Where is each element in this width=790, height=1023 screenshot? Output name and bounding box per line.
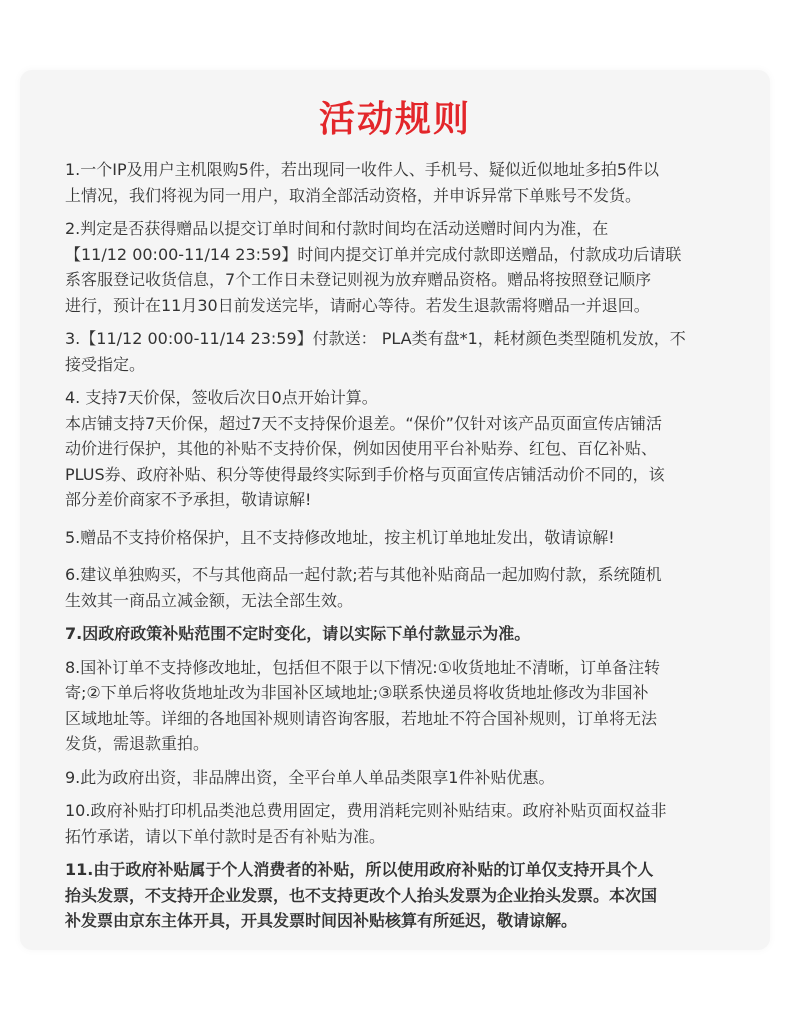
rule-line: 9.此为政府出资，非品牌出资，全平台单人单品类限享1件补贴优惠。: [65, 767, 555, 787]
rule-line: 11.由于政府补贴属于个人消费者的补贴，所以使用政府补贴的订单仅支持开具个人: [65, 860, 654, 879]
rule-line: 1.一个IP及用户主机限购5件，若出现同一收件人、手机号、疑似近似地址多拍5件以: [65, 160, 659, 179]
rule-8: [65, 655, 740, 757]
rule-line: 3.【11/12 00:00-11/14 23:59】付款送： PLA类有盘*1，耗材颜色类型随机发放，不: [65, 329, 686, 348]
rule-line: 8.国补订单不支持修改地址，包括但不限于以下情况:①收货地址不清晰，订单备注转: [65, 657, 661, 677]
rule-4: [65, 385, 740, 513]
rule-3: [65, 326, 740, 377]
rule-line: 寄;②下单后将收货地址改为非国补区域地址;③联系快递员将收货地址修改为非国补: [65, 683, 649, 702]
rule-line: 区域地址等。详细的各地国补规则请咨询客服，若地址不符合国补规则，订单将无法: [65, 708, 658, 728]
rule-line: PLUS券、政府补贴、积分等使得最终实际到手价格与页面宣传店铺活动价不同的，该: [65, 464, 665, 484]
rule-line: 拓竹承诺，请以下单付款时是否有补贴为准。: [65, 826, 386, 846]
rule-10: [65, 798, 740, 849]
rule-2: [65, 216, 740, 318]
page-title: 活动规则: [318, 99, 471, 140]
rule-line: 补发票由京东主体开具，开具发票时间因补贴核算有所延迟，敬请谅解。: [65, 911, 578, 930]
rule-7: [65, 621, 740, 647]
rule-line: 发货，需退款重拍。: [65, 734, 210, 753]
rule-line: 本店铺支持7天价保，超过7天不支持保价退差。“保价”仅针对该产品页面宣传店铺活: [65, 413, 662, 433]
rule-5: [65, 525, 740, 551]
rule-6: [65, 562, 740, 613]
rule-line: 【11/12 00:00-11/14 23:59】时间内提交订单并完成付款即送赠品，付款成功后请联: [65, 244, 682, 264]
rule-line: 4. 支持7天价保，签收后次日0点开始计算。: [65, 388, 378, 407]
rule-line: 7.因政府政策补贴范围不定时变化，请以实际下单付款显示为准。: [65, 624, 531, 643]
rule-line: 上情况，我们将视为同一用户，取消全部活动资格，并申诉异常下单账号不发货。: [65, 185, 642, 205]
rule-line: 部分差价商家不予承担，敬请谅解!: [65, 490, 312, 509]
rule-line: 10.政府补贴打印机品类池总费用固定，费用消耗完则补贴结束。政府补贴页面权益非: [65, 801, 667, 820]
rule-line: 抬头发票，不支持开企业发票，也不支持更改个人抬头发票为企业抬头发票。本次国: [65, 885, 658, 905]
rule-line: 系客服登记收货信息，7个工作日未登记则视为放弃赠品资格。赠品将按照登记顺序: [65, 270, 652, 289]
rule-line: 接受指定。: [65, 354, 146, 374]
rule-11: [65, 857, 740, 934]
rules-card: [20, 70, 770, 950]
rule-line: 进行，预计在11月30日前发送完毕，请耐心等待。若发生退款需将赠品一并退回。: [65, 295, 650, 315]
rule-line: 2.判定是否获得赠品以提交订单时间和付款时间均在活动送赠时间内为准，在: [65, 219, 609, 238]
rule-9: [65, 765, 740, 791]
rule-line: 5.赠品不支持价格保护，且不支持修改地址，按主机订单地址发出，敬请谅解!: [65, 527, 615, 547]
rule-line: 动价进行保护，其他的补贴不支持价保，例如因使用平台补贴券、红包、百亿补贴、: [65, 439, 658, 458]
rule-1: [65, 157, 740, 208]
rule-line: 6.建议单独购买，不与其他商品一起付款;若与其他补贴商品一起加购付款，系统随机: [65, 565, 662, 584]
rule-line: 生效其一商品立减金额，无法全部生效。: [65, 590, 354, 610]
